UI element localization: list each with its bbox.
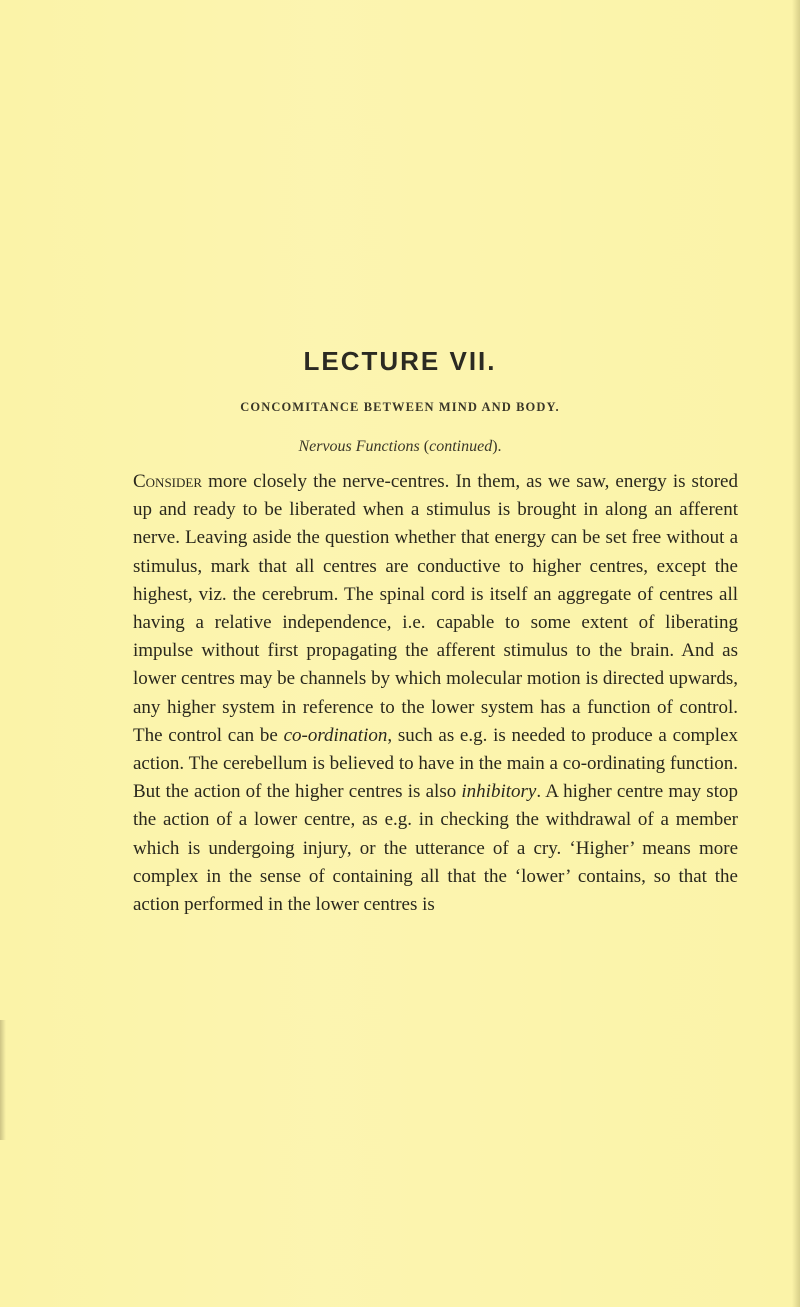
body-paragraph xyxy=(133,468,738,919)
section-heading-main: Nervous Functions xyxy=(298,438,420,455)
paragraph-lead-word: Consider xyxy=(133,471,203,492)
section-heading xyxy=(0,438,800,456)
section-heading-paren-open: ( xyxy=(419,438,430,455)
lecture-title: LECTURE VII. xyxy=(303,346,497,376)
section-heading-paren-close: ). xyxy=(492,438,502,455)
section-heading-continued: continued xyxy=(429,438,493,455)
emphasis-coordination: co-ordination xyxy=(283,724,388,746)
paragraph-text-1: more closely the nerve-centres. In them, as we saw, energy is stored up and ready to be liberated when a stimulus is brought in along an afferent nerve. Leaving aside the question whether that energy can be set free without a stimulus, mark that all centres are conductive to higher centres, except the highest, viz. the cerebrum. The spinal cord is itself an aggregate of centres all having a relative independence, i.e. capable to some extent of liberating impulse without first propagating the afferent stimulus to the brain. And as lower centres may be channels by which molecular motion is directed upwards, any higher system in reference to the lower system has a function of control. The control can be xyxy=(133,471,738,746)
paragraph-text-3: . A higher centre may stop the action of a lower centre, as e.g. in checking the withdrawal of a member which is undergoing injury, or the utterance of a cry. ‘Higher’ means more complex in the sense of containing all that the ‘lower’ contains, so that the action performed in the lower centres is xyxy=(133,781,738,916)
emphasis-inhibitory: inhibitory xyxy=(461,781,537,803)
binding-shadow xyxy=(0,1020,6,1140)
page-edge-shadow xyxy=(792,0,800,1307)
paragraph-text-2: , such as e.g. is needed to produce a complex action. The cerebellum is believed to have in the main a co-ordinating function. But the action of the higher centres is also xyxy=(133,724,739,803)
lecture-subtitle: CONCOMITANCE BETWEEN MIND AND BODY. xyxy=(240,400,560,414)
